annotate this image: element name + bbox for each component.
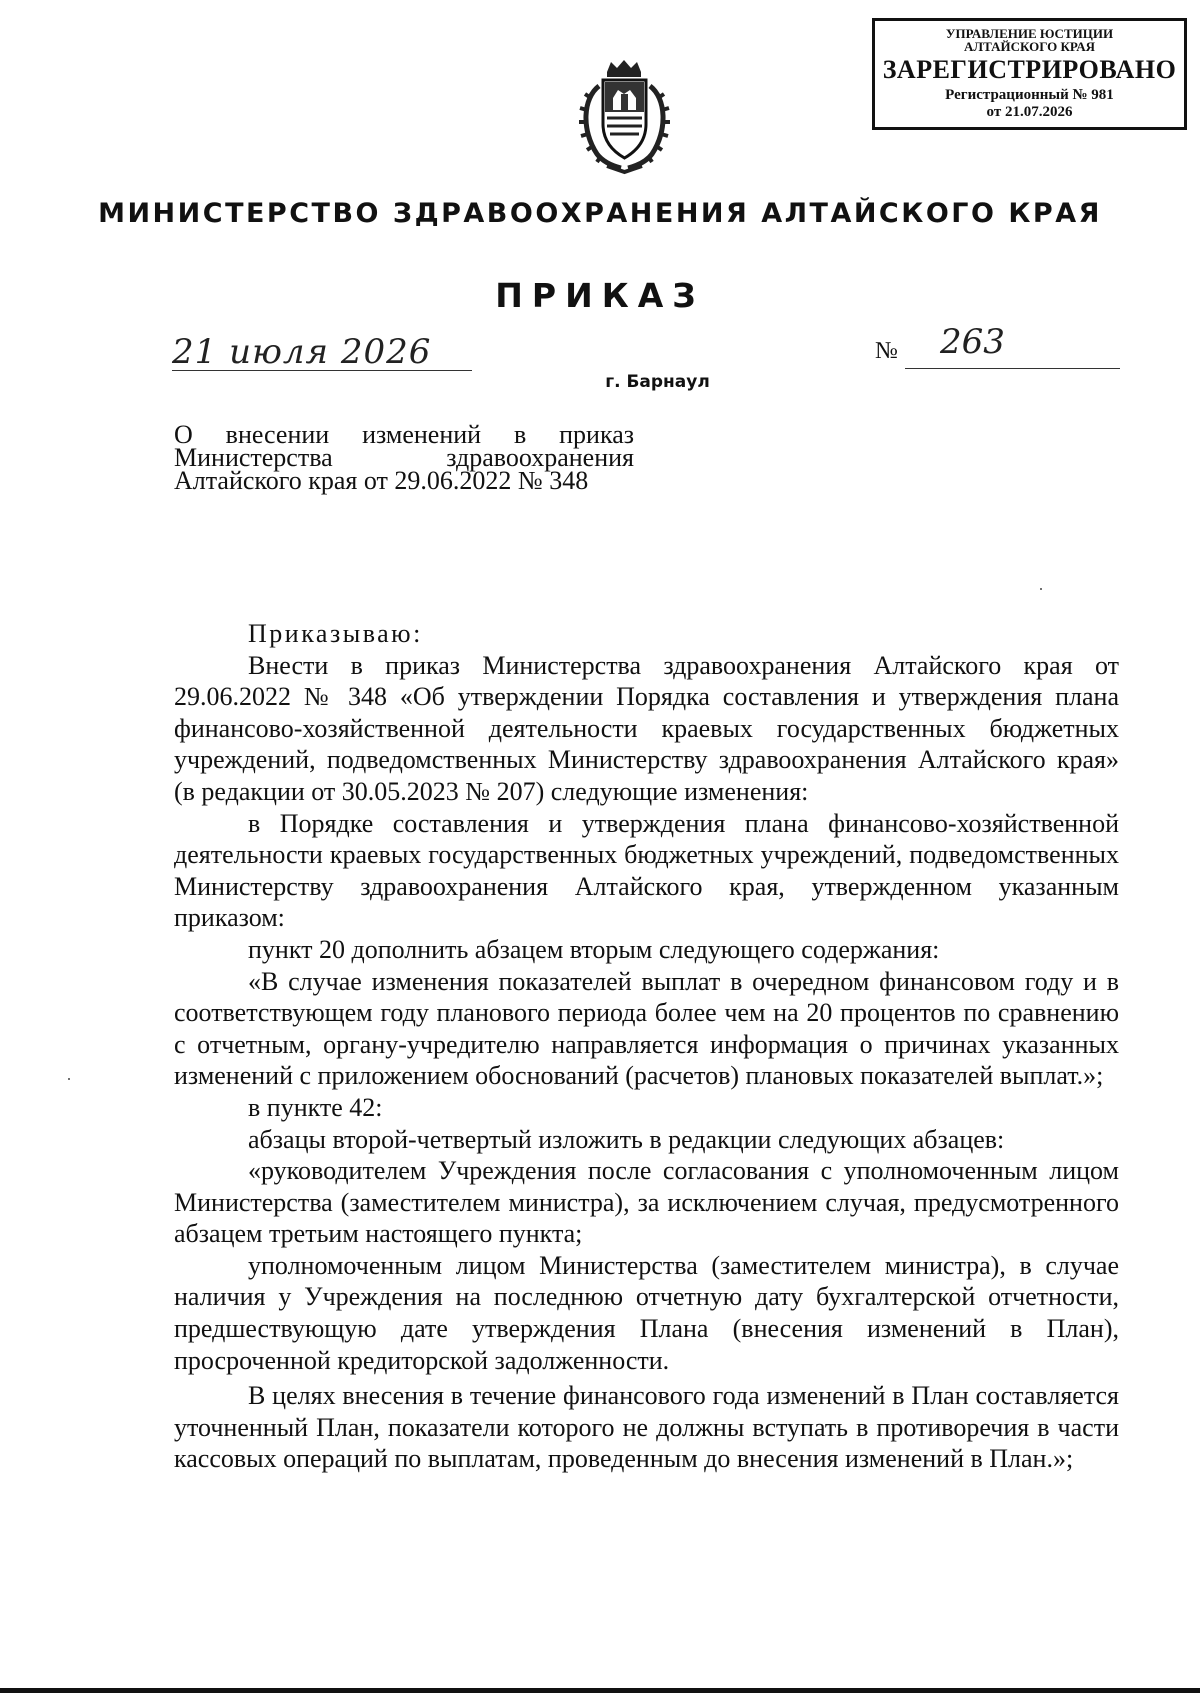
body-paragraph: абзацы второй-четвертый изложить в редакции следующих абзацев: — [248, 1124, 1005, 1154]
scan-speck — [1040, 588, 1042, 590]
body-paragraph: «руководителем Учреждения после согласования с уполномоченным лицом Министерства (заместителем министра), за исключением случая, предусмотренного абзацем третьим настоящего пункта; — [174, 1156, 1119, 1249]
number-underline — [905, 368, 1120, 369]
body-paragraph: в пункте 42: — [248, 1092, 383, 1122]
city-label: г. Барнаул — [605, 372, 710, 392]
body-paragraph: пункт 20 дополнить абзацем вторым следующего содержания: — [248, 934, 940, 964]
order-word: Приказываю: — [248, 619, 423, 648]
scan-speck — [68, 1078, 70, 1080]
stamp-authority-line2: АЛТАЙСКОГО КРАЯ — [964, 39, 1095, 54]
date-underline — [172, 370, 472, 371]
body-paragraph: «В случае изменения показателей выплат в очередном финансовом году и в соответствующем году планового периода более чем на 20 процентов по сравнению с отчетным, органу-учредителю направляется информация о причинах указанных изменений с приложением обоснований (расчетов) плановых показателей выплат.»; — [174, 966, 1119, 1091]
body-paragraph: в Порядке составления и утверждения плана финансово-хозяйственной деятельности краевых государственных бюджетных учреждений, подведомственных Министерству здравоохранения Алтайского края, утвержденном указанным приказом: — [174, 808, 1119, 933]
document-subject: О внесении изменений в приказ Министерства здравоохранения Алтайского края от 29.06.2022 № 348 — [174, 420, 634, 495]
body-paragraph: Внести в приказ Министерства здравоохранения Алтайского края от 29.06.2022 № 348 «Об утверждении Порядка составления и утверждения плана финансово-хозяйственной деятельности краевых государственных бюджетных учреждений, подведомственных Министерству здравоохранения Алтайского края» (в редакции от 30.05.2023 № 207) следующие изменения: — [174, 650, 1119, 806]
ministry-title: МИНИСТЕРСТВО ЗДРАВООХРАНЕНИЯ АЛТАЙСКОГО КРАЯ — [98, 198, 1102, 229]
stamp-reg-date: от 21.07.2026 — [986, 104, 1073, 120]
handwritten-date: 21 июля 2026 — [172, 332, 432, 372]
stamp-reg-number: Регистрационный № 981 — [945, 87, 1114, 103]
handwritten-number: 263 — [940, 322, 1005, 362]
stamp-status: ЗАРЕГИСТРИРОВАНО — [882, 55, 1177, 84]
document-type-title: ПРИКАЗ — [495, 276, 705, 315]
coat-of-arms-icon — [577, 58, 672, 176]
page-bottom-rule — [0, 1688, 1200, 1693]
body-paragraph: В целях внесения в течение финансового года изменений в План составляется уточненный План, показатели которого не должны вступать в противоречия в части кассовых операций по выплатам, проведенным до внесения изменений в План.»; — [174, 1381, 1119, 1474]
registration-stamp — [872, 18, 1187, 130]
number-label: № — [875, 338, 898, 364]
body-paragraph: уполномоченным лицом Министерства (заместителем министра), в случае наличия у Учреждения на последнюю отчетную дату бухгалтерской отчетности, предшествующую дате утверждения Плана (внесения изменений в План), просроченной кредиторской задолженности. — [174, 1250, 1119, 1375]
document-body — [174, 618, 1119, 1475]
stamp-authority-line1: УПРАВЛЕНИЕ ЮСТИЦИИ — [945, 26, 1114, 41]
